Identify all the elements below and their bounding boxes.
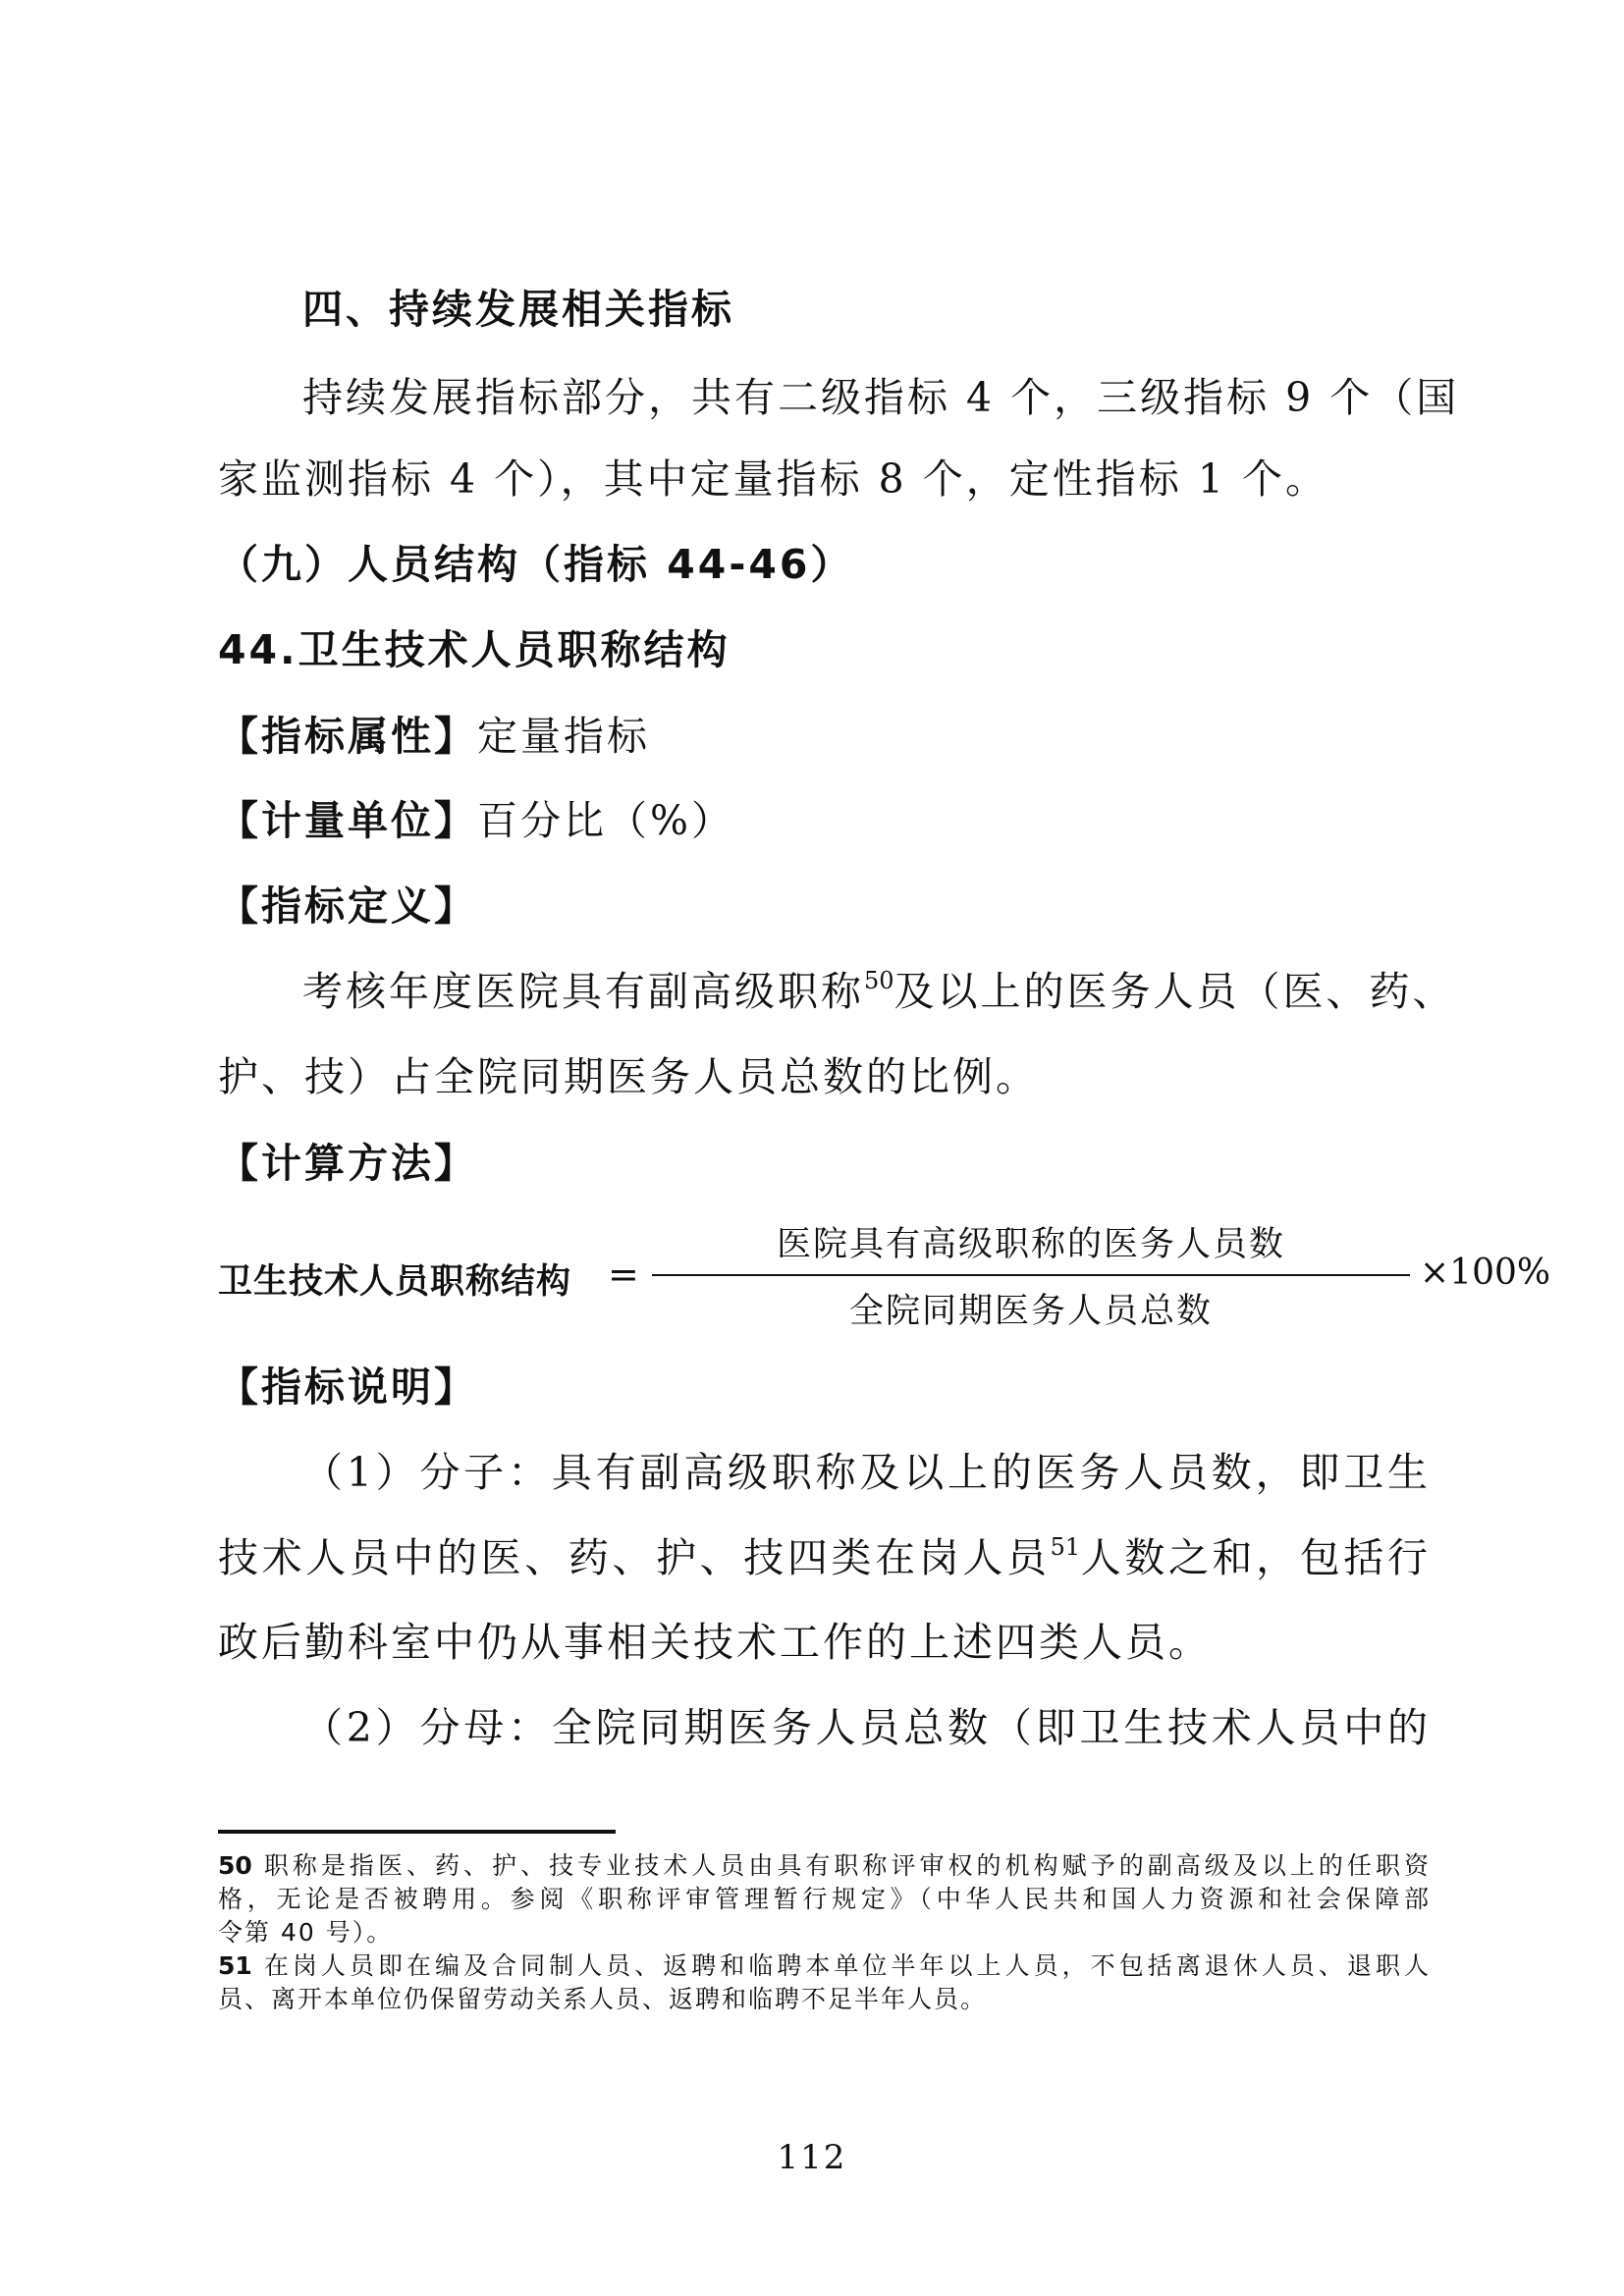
definition-text: 考核年度医院具有副高级职称 [302, 968, 864, 1015]
footnote-separator [218, 1830, 616, 1834]
formula-equals: = [608, 1253, 639, 1296]
attribute-row [218, 707, 1431, 766]
method-label: 【计算方法】 [218, 1140, 477, 1187]
unit-label: 【计量单位】 [218, 797, 477, 844]
formula [218, 1217, 1551, 1345]
definition-line-1 [302, 962, 1456, 1021]
explanation-text: 技术人员中的医、药、护、技四类在岗人员 [218, 1534, 1051, 1581]
fraction-bar [652, 1274, 1410, 1276]
footnote-50-line-3: 令第 40 号）。 [218, 1918, 394, 1947]
footnote-text: 在岗人员即在编及合同制人员、返聘和临聘本单位半年以上人员，不包括离退休人员、退职人 [261, 1951, 1431, 1980]
section-heading: 四、持续发展相关指标 [302, 286, 734, 333]
footnote-number: 50 [218, 1851, 252, 1880]
attribute-value: 定量指标 [477, 713, 650, 760]
indicator-title: 44.卫生技术人员职称结构 [218, 626, 731, 673]
explanation-p1-line-3: 政后勤科室中仍从事相关技术工作的上述四类人员。 [218, 1619, 1212, 1666]
footnote-51-line-2: 员、离开本单位仍保留劳动关系人员、返聘和临聘不足半年人员。 [218, 1985, 988, 2013]
footnote-50-line-2: 格，无论是否被聘用。参阅《职称评审管理暂行规定》（中华人民共和国人力资源和社会保障部 [218, 1885, 1431, 1913]
formula-numerator: 医院具有高级职称的医务人员数 [776, 1225, 1285, 1264]
explanation-p1-line-1: （1）分子：具有副高级职称及以上的医务人员数，即卫生 [302, 1449, 1431, 1496]
unit-row [218, 791, 1431, 850]
unit-value: 百分比（%） [477, 797, 734, 844]
footnote-text: 职称是指医、药、护、技专业技术人员由具有职称评审权的机构赋予的副高级及以上的任职资 [261, 1851, 1431, 1880]
footnote-51-line-1 [218, 1949, 1431, 1983]
formula-multiplier: ×100% [1420, 1253, 1551, 1293]
definition-text-cont: 及以上的医务人员（医、药、 [893, 968, 1456, 1015]
definition-label: 【指标定义】 [218, 882, 477, 930]
definition-line-2: 护、技）占全院同期医务人员总数的比例。 [218, 1053, 1039, 1100]
explanation-label: 【指标说明】 [218, 1363, 477, 1411]
explanation-p2-line-1: （2）分母：全院同期医务人员总数（即卫生技术人员中的 [302, 1704, 1431, 1751]
page-number: 112 [777, 2138, 847, 2177]
formula-denominator: 全院同期医务人员总数 [848, 1292, 1213, 1331]
footnote-number: 51 [218, 1951, 252, 1980]
subsection-heading: （九）人员结构（指标 44-46） [218, 541, 854, 588]
formula-label: 卫生技术人员职称结构 [218, 1262, 572, 1302]
footnote-ref-50: 50 [864, 967, 894, 995]
footnote-50-line-1 [218, 1849, 1431, 1883]
explanation-p1-line-2 [218, 1528, 1431, 1587]
footnote-ref-51: 51 [1050, 1533, 1081, 1562]
attribute-label: 【指标属性】 [218, 713, 477, 760]
intro-line-1: 持续发展指标部分，共有二级指标 4 个，三级指标 9 个（国 [302, 374, 1460, 421]
explanation-text-cont: 人数之和，包括行 [1080, 1534, 1431, 1581]
intro-line-2: 家监测指标 4 个），其中定量指标 8 个，定性指标 1 个。 [218, 455, 1328, 503]
